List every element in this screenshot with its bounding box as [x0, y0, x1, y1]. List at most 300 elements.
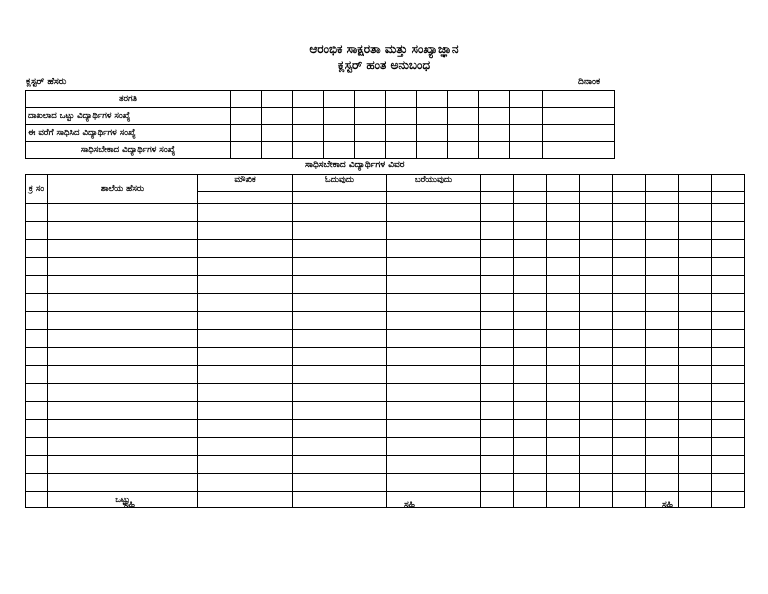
table-cell[interactable]: [355, 125, 386, 142]
table-cell[interactable]: [198, 384, 293, 402]
table-cell[interactable]: [198, 402, 293, 420]
table-cell[interactable]: [613, 402, 646, 420]
table-cell[interactable]: [198, 492, 293, 508]
table-cell[interactable]: [481, 294, 514, 312]
table-cell[interactable]: [293, 125, 324, 142]
table-cell[interactable]: [613, 240, 646, 258]
table-cell[interactable]: [293, 312, 387, 330]
table-cell[interactable]: [580, 192, 613, 204]
page-subtitle: ಕ್ಲಸ್ಟರ್ ಹಂತ ಅನುಬಂಧ: [337, 58, 431, 72]
table-cell[interactable]: [387, 312, 481, 330]
table-cell[interactable]: [293, 142, 324, 159]
table-cell[interactable]: [231, 108, 262, 125]
table-cell[interactable]: [543, 91, 615, 108]
table-cell[interactable]: [293, 240, 387, 258]
table-cell[interactable]: [580, 294, 613, 312]
table-cell[interactable]: [387, 294, 481, 312]
table-cell[interactable]: [679, 402, 712, 420]
table-cell[interactable]: [26, 492, 48, 508]
table-cell[interactable]: [48, 420, 198, 438]
table-cell[interactable]: [679, 438, 712, 456]
table-cell[interactable]: [48, 312, 198, 330]
table-cell[interactable]: [547, 222, 580, 240]
table-cell[interactable]: [481, 175, 514, 192]
table-cell[interactable]: [26, 222, 48, 240]
table-cell[interactable]: [646, 456, 679, 474]
table-cell[interactable]: [543, 125, 615, 142]
table-cell[interactable]: [613, 294, 646, 312]
table-row: [26, 276, 745, 294]
table-cell[interactable]: [514, 384, 547, 402]
table-cell[interactable]: [646, 312, 679, 330]
table-cell[interactable]: [293, 474, 387, 492]
table-cell[interactable]: [293, 402, 387, 420]
table-cell[interactable]: [580, 204, 613, 222]
table-cell[interactable]: [48, 330, 198, 348]
table-cell[interactable]: [543, 108, 615, 125]
table-cell[interactable]: [514, 366, 547, 384]
table-cell[interactable]: [479, 142, 510, 159]
table-cell[interactable]: [481, 384, 514, 402]
table-cell[interactable]: [514, 192, 547, 204]
table-cell[interactable]: [26, 402, 48, 420]
summary-row: [26, 91, 615, 108]
table-cell[interactable]: [387, 258, 481, 276]
table-row: [26, 222, 745, 240]
table-cell[interactable]: [580, 240, 613, 258]
table-cell[interactable]: [580, 276, 613, 294]
table-cell[interactable]: [679, 294, 712, 312]
table-cell[interactable]: [293, 192, 387, 204]
table-cell[interactable]: [514, 294, 547, 312]
table-cell[interactable]: [679, 258, 712, 276]
table-cell[interactable]: [324, 108, 355, 125]
table-cell[interactable]: [547, 312, 580, 330]
table-cell[interactable]: [481, 348, 514, 366]
table-cell[interactable]: [387, 420, 481, 438]
table-cell[interactable]: [646, 474, 679, 492]
table-cell[interactable]: [481, 402, 514, 420]
table-cell[interactable]: [679, 240, 712, 258]
table-cell[interactable]: [543, 142, 615, 159]
table-cell[interactable]: [355, 91, 386, 108]
table-cell[interactable]: [712, 240, 745, 258]
table-cell[interactable]: [387, 492, 481, 508]
table-cell[interactable]: [547, 366, 580, 384]
table-cell[interactable]: [48, 294, 198, 312]
cluster-name-label: ಕ್ಲಸ್ಟರ್ ಹೆಸರು: [26, 77, 67, 87]
table-cell[interactable]: [481, 474, 514, 492]
table-cell[interactable]: [293, 348, 387, 366]
table-cell[interactable]: [324, 91, 355, 108]
table-cell[interactable]: [48, 438, 198, 456]
table-cell[interactable]: [293, 294, 387, 312]
table-cell[interactable]: [481, 192, 514, 204]
table-cell[interactable]: [198, 420, 293, 438]
table-cell[interactable]: [580, 348, 613, 366]
table-cell[interactable]: [293, 258, 387, 276]
table-cell[interactable]: [48, 258, 198, 276]
table-cell[interactable]: [481, 330, 514, 348]
table-cell[interactable]: [646, 348, 679, 366]
table-cell[interactable]: [712, 402, 745, 420]
table-cell[interactable]: [547, 192, 580, 204]
table-cell[interactable]: [48, 384, 198, 402]
table-cell[interactable]: [679, 276, 712, 294]
table-cell[interactable]: [712, 474, 745, 492]
table-cell[interactable]: [417, 91, 448, 108]
table-cell[interactable]: [679, 420, 712, 438]
table-cell[interactable]: [712, 175, 745, 192]
table-cell[interactable]: [198, 240, 293, 258]
table-cell[interactable]: [613, 366, 646, 384]
table-cell[interactable]: [712, 192, 745, 204]
table-cell[interactable]: [613, 348, 646, 366]
table-cell[interactable]: [514, 456, 547, 474]
table-cell[interactable]: [712, 366, 745, 384]
table-cell[interactable]: [514, 348, 547, 366]
table-cell[interactable]: [679, 384, 712, 402]
table-row: [26, 420, 745, 438]
table-cell[interactable]: [613, 312, 646, 330]
table-cell[interactable]: [613, 276, 646, 294]
table-cell[interactable]: [198, 348, 293, 366]
table-cell[interactable]: [514, 420, 547, 438]
table-cell[interactable]: [712, 330, 745, 348]
table-cell[interactable]: [293, 438, 387, 456]
table-cell[interactable]: [198, 438, 293, 456]
table-cell[interactable]: [198, 192, 293, 204]
table-cell[interactable]: [48, 366, 198, 384]
table-cell[interactable]: [481, 312, 514, 330]
table-cell[interactable]: [712, 384, 745, 402]
table-cell[interactable]: [712, 276, 745, 294]
table-row: [26, 366, 745, 384]
table-cell[interactable]: [386, 142, 417, 159]
table-cell[interactable]: [387, 474, 481, 492]
table-cell[interactable]: [646, 330, 679, 348]
table-cell[interactable]: [679, 192, 712, 204]
table-cell[interactable]: [198, 456, 293, 474]
table-cell[interactable]: [613, 438, 646, 456]
table-cell[interactable]: [231, 125, 262, 142]
table-cell[interactable]: [547, 474, 580, 492]
detail-caption: ಸಾಧಿಸಬೇಕಾದ ವಿದ್ಯಾರ್ಥಿಗಳ ವಿವರ: [305, 160, 405, 170]
table-cell[interactable]: [198, 474, 293, 492]
table-cell[interactable]: [679, 204, 712, 222]
table-cell[interactable]: [387, 222, 481, 240]
table-cell[interactable]: [646, 222, 679, 240]
table-cell[interactable]: [417, 108, 448, 125]
table-cell[interactable]: [646, 384, 679, 402]
table-cell[interactable]: [324, 142, 355, 159]
table-cell[interactable]: [26, 294, 48, 312]
table-cell[interactable]: [26, 204, 48, 222]
table-cell[interactable]: [679, 222, 712, 240]
table-cell[interactable]: [646, 366, 679, 384]
table-cell[interactable]: [198, 204, 293, 222]
table-cell[interactable]: [355, 108, 386, 125]
table-cell[interactable]: [514, 258, 547, 276]
table-cell[interactable]: [481, 204, 514, 222]
table-cell[interactable]: [293, 91, 324, 108]
table-cell[interactable]: [417, 142, 448, 159]
table-cell[interactable]: [481, 240, 514, 258]
table-cell[interactable]: [580, 366, 613, 384]
table-cell[interactable]: [613, 330, 646, 348]
table-cell[interactable]: [646, 258, 679, 276]
table-cell[interactable]: [712, 456, 745, 474]
table-cell[interactable]: [26, 240, 48, 258]
table-cell[interactable]: [387, 276, 481, 294]
table-cell[interactable]: [387, 402, 481, 420]
table-cell[interactable]: [387, 366, 481, 384]
table-cell[interactable]: [580, 222, 613, 240]
table-cell[interactable]: [481, 420, 514, 438]
table-cell[interactable]: [580, 330, 613, 348]
table-cell[interactable]: [547, 420, 580, 438]
table-cell[interactable]: [387, 204, 481, 222]
table-cell[interactable]: [547, 456, 580, 474]
table-cell[interactable]: [262, 108, 293, 125]
table-cell[interactable]: [712, 438, 745, 456]
table-cell[interactable]: [48, 204, 198, 222]
row-label-to-achieve: ಸಾಧಿಸಬೇಕಾದ ವಿದ್ಯಾರ್ಥಿಗಳ ಸಂಖ್ಯೆ: [26, 142, 231, 159]
table-cell[interactable]: [387, 192, 481, 204]
table-cell[interactable]: [26, 366, 48, 384]
table-cell[interactable]: [48, 474, 198, 492]
table-cell[interactable]: [293, 222, 387, 240]
detail-rows: [26, 204, 745, 492]
table-cell[interactable]: [646, 402, 679, 420]
table-cell[interactable]: [646, 438, 679, 456]
table-cell[interactable]: [448, 142, 479, 159]
table-cell[interactable]: [679, 366, 712, 384]
table-cell[interactable]: [481, 438, 514, 456]
table-cell[interactable]: [580, 456, 613, 474]
table-cell[interactable]: [293, 108, 324, 125]
table-cell[interactable]: [547, 384, 580, 402]
table-cell[interactable]: [198, 258, 293, 276]
table-cell[interactable]: [26, 420, 48, 438]
table-cell[interactable]: [613, 258, 646, 276]
table-cell[interactable]: [293, 420, 387, 438]
table-cell[interactable]: [547, 276, 580, 294]
table-cell[interactable]: [481, 366, 514, 384]
table-cell[interactable]: [712, 420, 745, 438]
table-cell[interactable]: [679, 456, 712, 474]
table-cell[interactable]: [646, 204, 679, 222]
table-cell[interactable]: [481, 222, 514, 240]
table-row: [26, 402, 745, 420]
table-cell[interactable]: [481, 456, 514, 474]
table-cell[interactable]: [198, 294, 293, 312]
table-cell[interactable]: [293, 204, 387, 222]
table-cell[interactable]: [514, 402, 547, 420]
table-cell[interactable]: [324, 125, 355, 142]
table-cell[interactable]: [386, 108, 417, 125]
table-cell[interactable]: [613, 420, 646, 438]
table-cell[interactable]: [387, 240, 481, 258]
table-cell[interactable]: [510, 91, 543, 108]
table-cell[interactable]: [547, 175, 580, 192]
table-cell[interactable]: [262, 125, 293, 142]
table-cell[interactable]: [479, 108, 510, 125]
table-cell[interactable]: [198, 330, 293, 348]
table-cell[interactable]: [547, 204, 580, 222]
table-cell[interactable]: [547, 240, 580, 258]
table-cell[interactable]: [262, 91, 293, 108]
table-cell[interactable]: [580, 312, 613, 330]
table-cell[interactable]: [514, 204, 547, 222]
table-cell[interactable]: [448, 108, 479, 125]
summary-row: [26, 108, 615, 125]
table-cell[interactable]: [712, 222, 745, 240]
table-cell[interactable]: [580, 402, 613, 420]
table-cell[interactable]: [613, 474, 646, 492]
table-cell[interactable]: [510, 108, 543, 125]
table-cell[interactable]: [514, 175, 547, 192]
table-cell[interactable]: [547, 294, 580, 312]
table-cell[interactable]: [387, 384, 481, 402]
table-cell[interactable]: [547, 330, 580, 348]
table-cell[interactable]: [386, 91, 417, 108]
table-cell[interactable]: [646, 192, 679, 204]
table-cell[interactable]: [481, 492, 514, 508]
table-cell[interactable]: [514, 276, 547, 294]
table-cell[interactable]: [712, 312, 745, 330]
table-cell[interactable]: [712, 204, 745, 222]
table-cell[interactable]: [293, 384, 387, 402]
table-cell[interactable]: [26, 348, 48, 366]
table-cell[interactable]: [613, 204, 646, 222]
table-cell[interactable]: [479, 91, 510, 108]
table-cell[interactable]: [580, 438, 613, 456]
table-cell[interactable]: [293, 276, 387, 294]
table-cell[interactable]: [547, 348, 580, 366]
table-cell[interactable]: [547, 438, 580, 456]
table-cell[interactable]: [679, 330, 712, 348]
table-cell[interactable]: [547, 402, 580, 420]
table-cell[interactable]: [48, 456, 198, 474]
table-cell[interactable]: [48, 222, 198, 240]
table-cell[interactable]: [613, 492, 646, 508]
table-cell[interactable]: [386, 125, 417, 142]
table-row: [26, 456, 745, 474]
table-cell[interactable]: [646, 420, 679, 438]
table-cell[interactable]: [387, 438, 481, 456]
table-cell[interactable]: [514, 474, 547, 492]
table-cell[interactable]: [387, 348, 481, 366]
table-cell[interactable]: [26, 474, 48, 492]
table-cell[interactable]: [26, 312, 48, 330]
table-cell[interactable]: [510, 125, 543, 142]
table-cell[interactable]: [646, 276, 679, 294]
table-cell[interactable]: [231, 91, 262, 108]
signature-label: ಸಹಿ: [124, 500, 135, 510]
signature-label: ಸಹಿ: [404, 500, 415, 510]
table-cell[interactable]: [712, 492, 745, 508]
table-cell[interactable]: [198, 276, 293, 294]
table-cell[interactable]: [580, 492, 613, 508]
table-cell[interactable]: [448, 91, 479, 108]
table-cell[interactable]: [26, 456, 48, 474]
table-cell[interactable]: [293, 330, 387, 348]
table-cell[interactable]: [580, 175, 613, 192]
table-cell[interactable]: [547, 492, 580, 508]
writing-header: ಬರೆಯುವುದು: [387, 175, 481, 192]
table-cell[interactable]: [48, 402, 198, 420]
table-cell[interactable]: [514, 240, 547, 258]
table-cell[interactable]: [448, 125, 479, 142]
table-row: [26, 348, 745, 366]
table-cell[interactable]: [293, 456, 387, 474]
table-cell[interactable]: [580, 258, 613, 276]
table-cell[interactable]: [479, 125, 510, 142]
table-cell[interactable]: [613, 192, 646, 204]
table-cell[interactable]: [293, 366, 387, 384]
table-cell[interactable]: [613, 384, 646, 402]
table-cell[interactable]: [613, 456, 646, 474]
table-cell[interactable]: [646, 240, 679, 258]
table-cell[interactable]: [679, 474, 712, 492]
table-cell[interactable]: [355, 142, 386, 159]
table-cell[interactable]: [679, 348, 712, 366]
table-cell[interactable]: [387, 456, 481, 474]
table-cell[interactable]: [679, 312, 712, 330]
table-cell[interactable]: [514, 492, 547, 508]
table-cell[interactable]: [646, 294, 679, 312]
table-cell[interactable]: [387, 330, 481, 348]
table-cell[interactable]: [293, 492, 387, 508]
table-cell[interactable]: [613, 175, 646, 192]
table-cell[interactable]: [613, 222, 646, 240]
table-cell[interactable]: [547, 258, 580, 276]
table-cell[interactable]: [514, 312, 547, 330]
table-cell[interactable]: [580, 384, 613, 402]
table-cell[interactable]: [26, 438, 48, 456]
table-cell[interactable]: [646, 175, 679, 192]
table-cell[interactable]: [26, 258, 48, 276]
table-cell[interactable]: [514, 330, 547, 348]
table-cell[interactable]: [580, 420, 613, 438]
table-cell[interactable]: [262, 142, 293, 159]
table-cell[interactable]: [48, 348, 198, 366]
table-cell[interactable]: [679, 175, 712, 192]
table-cell[interactable]: [26, 384, 48, 402]
table-cell[interactable]: [481, 258, 514, 276]
table-cell[interactable]: [712, 348, 745, 366]
table-cell[interactable]: [198, 312, 293, 330]
table-cell[interactable]: [514, 222, 547, 240]
table-cell[interactable]: [26, 330, 48, 348]
table-cell[interactable]: [712, 258, 745, 276]
signature-label: ಸಹಿ: [662, 500, 673, 510]
table-cell[interactable]: [510, 142, 543, 159]
table-cell[interactable]: [26, 276, 48, 294]
table-cell[interactable]: [48, 276, 198, 294]
table-cell[interactable]: [48, 240, 198, 258]
table-cell[interactable]: [679, 492, 712, 508]
table-cell[interactable]: [198, 366, 293, 384]
table-cell[interactable]: [481, 276, 514, 294]
table-cell[interactable]: [514, 438, 547, 456]
table-cell[interactable]: [417, 125, 448, 142]
table-cell[interactable]: [580, 474, 613, 492]
table-cell[interactable]: [198, 222, 293, 240]
table-cell[interactable]: [231, 142, 262, 159]
table-cell[interactable]: [712, 294, 745, 312]
